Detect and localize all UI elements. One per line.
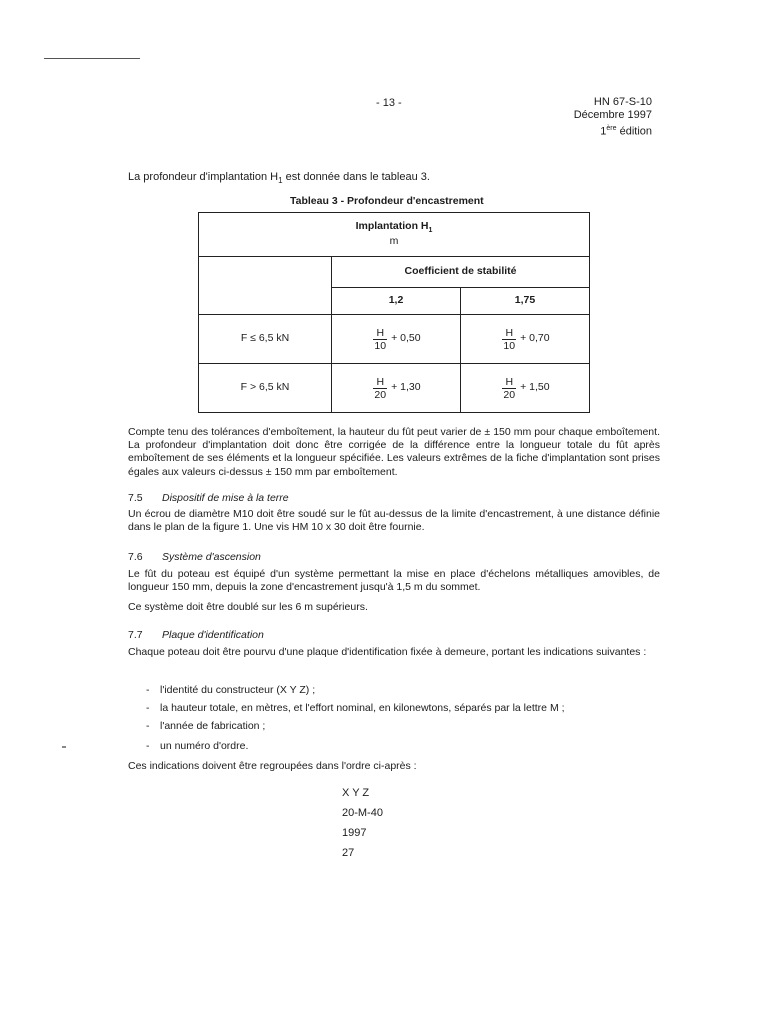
list-item: - l'identité du constructeur (X Y Z) ; <box>146 684 316 696</box>
section-7-5-text: Un écrou de diamètre M10 doit être soudé sur le fût au-dessus de la limite d'encastrement, à une distance définie dans le plan de la figure 1. Une vis HM 10 x 30 doit être fournie. <box>128 508 660 534</box>
document-edition: 1ère édition <box>600 125 652 138</box>
table-caption: Tableau 3 - Profondeur d'encastrement <box>290 195 484 207</box>
plate-line-manufacturer: X Y Z <box>342 787 370 799</box>
column-header-1-75: 1,75 <box>461 288 590 315</box>
plate-line-height-effort: 20-M-40 <box>342 807 383 819</box>
header-rule <box>44 58 140 59</box>
section-7-6-text-2: Ce système doit être doublé sur les 6 m supérieurs. <box>128 601 368 613</box>
document-reference: HN 67-S-10 <box>593 96 652 108</box>
list-item: - la hauteur totale, en mètres, et l'effort nominal, en kilonewtons, séparés par la lettre M ; <box>146 702 565 714</box>
table-unit: m <box>389 235 399 248</box>
list-item: - l'année de fabrication ; <box>146 720 266 732</box>
row-label: F > 6,5 kN <box>199 364 332 413</box>
section-heading-7-5: 7.5 Dispositif de mise à la terre <box>128 492 289 504</box>
document-date: Décembre 1997 <box>573 109 652 121</box>
section-7-7-text: Chaque poteau doit être pourvu d'une plaque d'identification fixée à demeure, portant les indications suivantes : <box>128 646 647 658</box>
coefficient-header: Coefficient de stabilité <box>332 257 590 288</box>
row-label: F ≤ 6,5 kN <box>199 315 332 364</box>
plate-line-year: 1997 <box>342 827 367 839</box>
intro-sentence: La profondeur d'implantation $H_1$ est donnée dans le tableau 3. <box>128 171 430 186</box>
table-row <box>199 315 590 364</box>
plate-line-serial: 27 <box>342 847 355 859</box>
formula-cell: $\frac{H}{20}$ + 1,30 <box>332 364 461 413</box>
formula-cell: $\frac{H}{10}$ + 0,50 <box>332 315 461 364</box>
section-heading-7-6: 7.6 Système d'ascension <box>128 551 261 563</box>
column-header-1-2: 1,2 <box>332 288 461 315</box>
embedment-depth-table <box>198 212 590 413</box>
table-row <box>199 364 590 413</box>
formula-cell: $\frac{H}{20}$ + 1,50 <box>461 364 590 413</box>
document-info <box>574 96 652 139</box>
table-title-cell: Implantation $H_1$ m <box>199 213 590 257</box>
section-7-6-text: Le fût du poteau est équipé d'un système permettant la mise en place d'échelons métalliques amovibles, de longueur 150 mm, depuis la zone d'encastrement jusqu'à 1,5 m du sommet. <box>128 568 660 594</box>
scan-mark <box>62 746 66 748</box>
section-heading-7-7: 7.7 Plaque d'identification <box>128 629 264 641</box>
list-item: - un numéro d'ordre. <box>146 740 249 752</box>
formula-cell: $\frac{H}{10}$ + 0,70 <box>461 315 590 364</box>
page-number: - 13 - <box>376 97 402 109</box>
order-sentence: Ces indications doivent être regroupées dans l'ordre ci-après : <box>128 760 417 772</box>
empty-corner-cell <box>199 257 332 315</box>
tolerance-paragraph: Compte tenu des tolérances d'emboîtement, la hauteur du fût peut varier de ± 150 mm pour chaque emboîtement. La profondeur d'implantation doit donc être corrigée de la différence entre la longueur totale du fût après emboîtement de ses éléments et la longueur spécifiée. Les valeurs extrêmes de la fiche d'implantation sont prises égales aux valeurs ci-dessus ± 150 mm par emboîtement. <box>128 426 660 478</box>
